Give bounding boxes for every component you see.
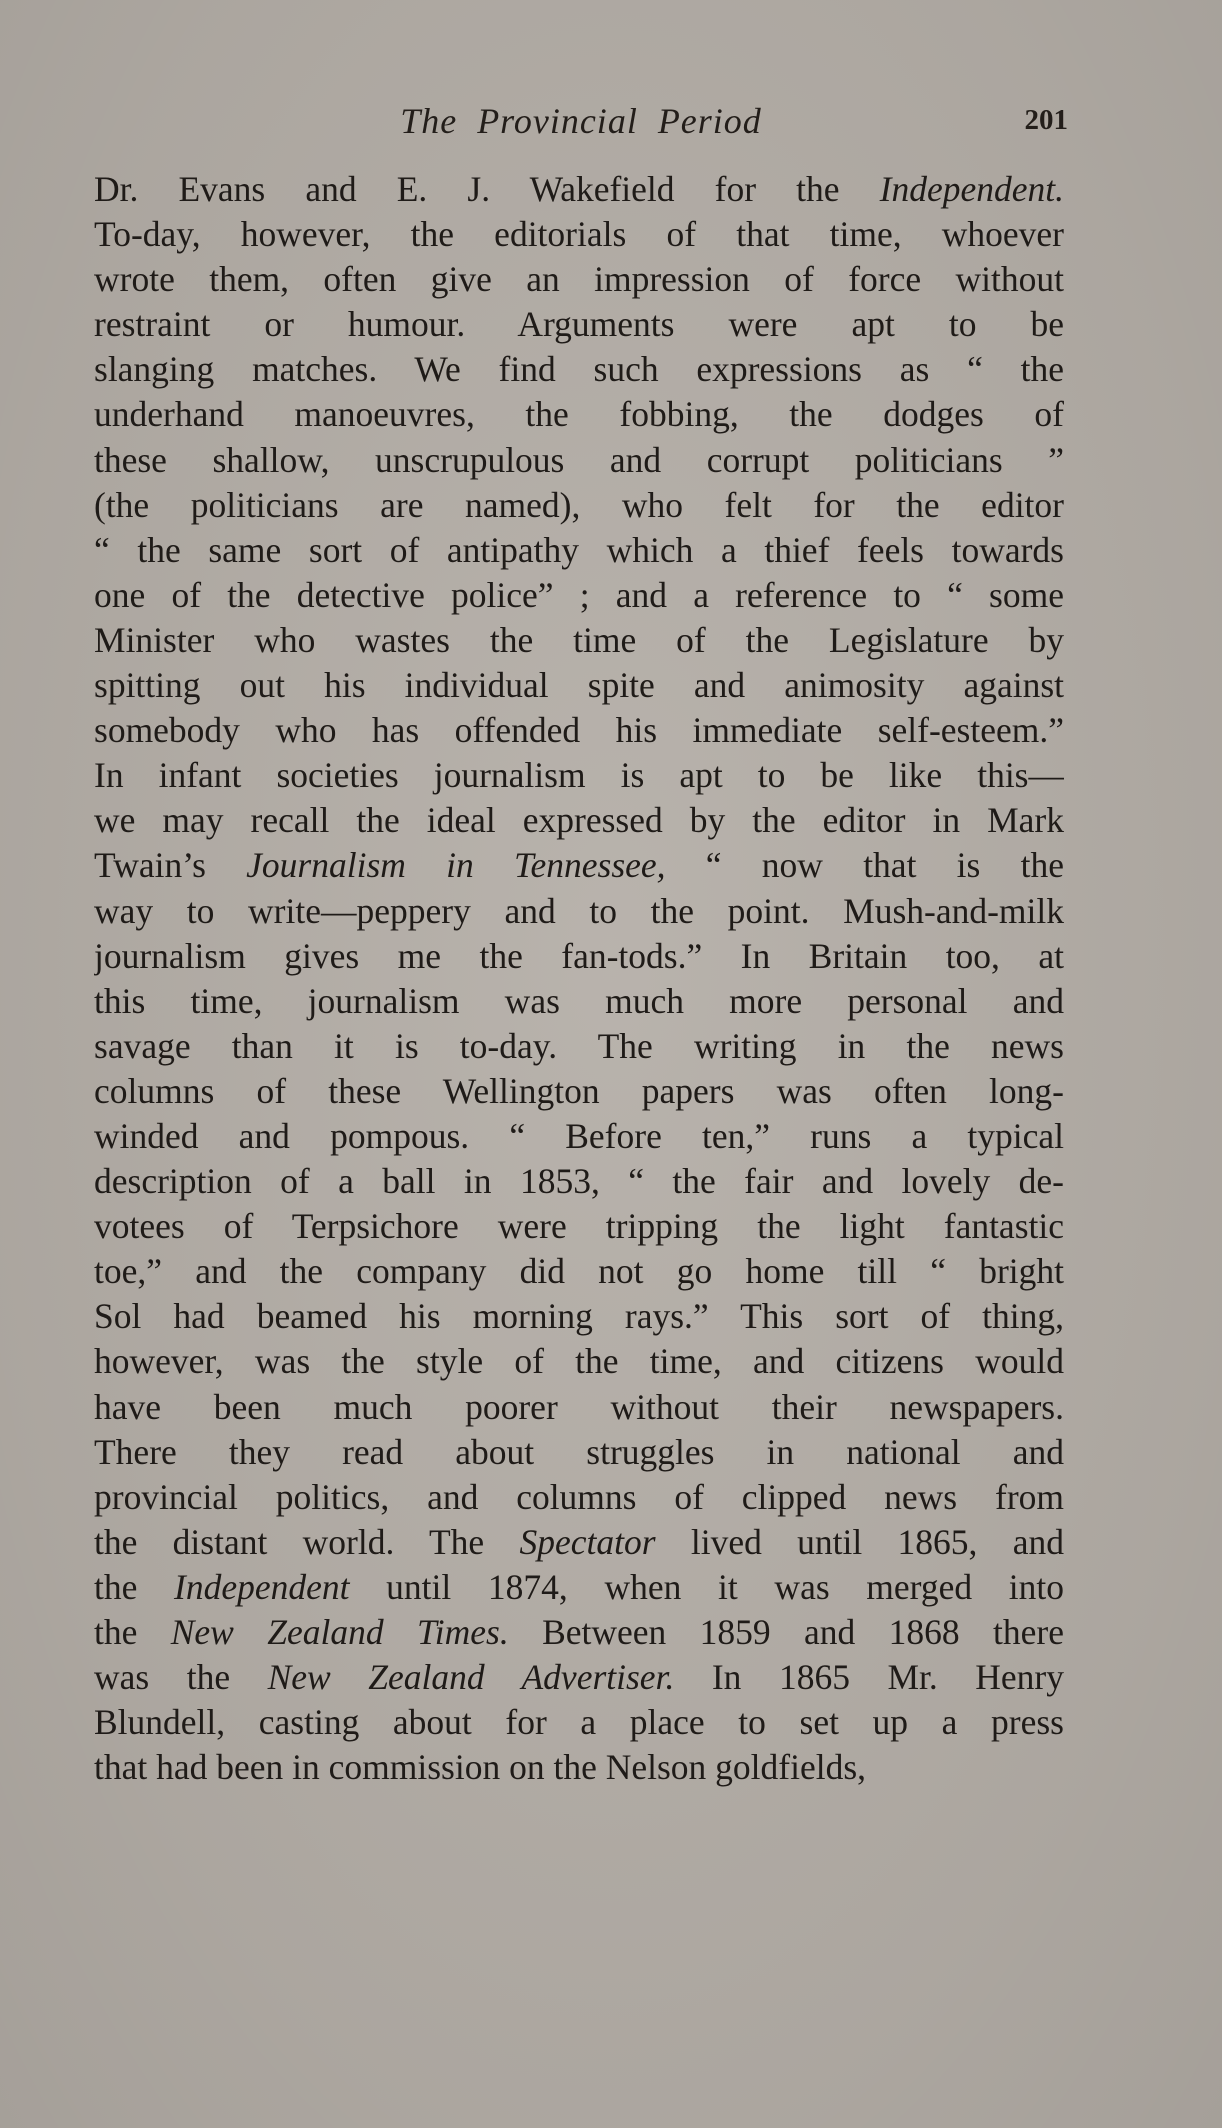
text-segment: underhand manoeuvres, the fobbing, the dodges of (94, 394, 1064, 435)
text-segment: columns of these Wellington papers was often long- (94, 1070, 1064, 1111)
text-segment: this time, journalism was much more personal and (94, 980, 1064, 1021)
text-line (94, 302, 1064, 347)
text-segment: however, was the style of the time, and citizens would (94, 1341, 1064, 1382)
text-segment: wrote them, often give an impression of force without (94, 259, 1064, 300)
text-line (94, 1294, 1064, 1339)
text-line (94, 212, 1064, 257)
text-segment: these shallow, unscrupulous and corrupt politicians ” (94, 439, 1064, 480)
text-line (94, 1565, 1064, 1610)
text-line (94, 889, 1064, 934)
text-line (94, 708, 1064, 753)
text-line (94, 257, 1064, 302)
text-segment: somebody who has offended his immediate self-esteem.” (94, 710, 1064, 751)
text-segment: restraint or humour. Arguments were apt to be (94, 304, 1064, 345)
text-segment: Sol had beamed his morning rays.” This sort of thing, (94, 1296, 1064, 1337)
text-line (94, 979, 1064, 1024)
text-line (94, 573, 1064, 618)
text-segment: Minister who wastes the time of the Legislature by (94, 619, 1064, 660)
text-segment: lived until 1865, and (655, 1521, 1064, 1562)
italic-title: New Zealand Times. (170, 1612, 509, 1652)
text-line (94, 1475, 1064, 1520)
italic-title: New Zealand Advertiser. (267, 1657, 675, 1698)
text-segment: was the (94, 1657, 268, 1698)
text-segment: toe,” and the company did not go home till “ bright (94, 1251, 1064, 1292)
text-segment: the (94, 1612, 171, 1652)
text-segment: “ the same sort of antipathy which a thief feels towards (94, 529, 1064, 570)
text-line (94, 483, 1064, 528)
text-line (94, 1385, 1064, 1430)
italic-title: Independent (174, 1566, 350, 1607)
text-segment: “ now that is the (665, 845, 1064, 886)
text-segment: description of a ball in 1853, “ the fair and lovely de- (94, 1161, 1064, 1202)
text-line (94, 1700, 1064, 1745)
text-segment: votees of Terpsichore were tripping the light fantastic (94, 1206, 1064, 1247)
page-number: 201 (1024, 104, 1068, 136)
text-segment: until 1874, when it was merged into (349, 1566, 1064, 1607)
text-segment: one of the detective police” ; and a reference to “ some (94, 574, 1064, 615)
text-line (94, 1610, 1064, 1655)
running-head (94, 100, 1068, 146)
text-segment: Blundell, casting about for a place to set up a press (94, 1702, 1064, 1743)
text-segment: Between 1859 and 1868 there (508, 1612, 1064, 1652)
text-line (94, 843, 1064, 888)
text-segment: have been much poorer without their newspapers. (94, 1386, 1064, 1427)
text-line (94, 438, 1064, 483)
text-line (94, 1114, 1064, 1159)
text-segment: savage than it is to-day. The writing in the news (94, 1025, 1064, 1066)
text-line (94, 1745, 1064, 1790)
text-line (94, 392, 1064, 437)
text-segment: the (94, 1566, 175, 1607)
text-segment: In infant societies journalism is apt to be like this— (94, 755, 1064, 796)
text-line (94, 1159, 1064, 1204)
text-segment: way to write—peppery and to the point. Mush-and-milk (94, 890, 1064, 931)
text-line (94, 1069, 1064, 1114)
text-segment: that had been in commission on the Nelson goldfields, (94, 1747, 867, 1788)
text-line (94, 1204, 1064, 1249)
text-line (94, 618, 1064, 663)
text-line (94, 934, 1064, 979)
text-line (94, 663, 1064, 708)
text-segment: winded and pompous. “ Before ten,” runs a typical (94, 1115, 1064, 1156)
text-line (94, 528, 1064, 573)
text-line (94, 347, 1064, 392)
text-segment: To-day, however, the editorials of that time, whoever (94, 214, 1064, 255)
text-segment: (the politicians are named), who felt for the editor (94, 484, 1064, 525)
text-line (94, 1520, 1064, 1565)
text-segment: the distant world. The (94, 1521, 520, 1562)
text-segment: slanging matches. We find such expressions as “ the (94, 349, 1064, 390)
text-segment: Dr. Evans and E. J. Wakefield for the (94, 169, 880, 209)
running-title: The Provincial Period (400, 101, 762, 141)
text-segment: spitting out his individual spite and animosity against (94, 665, 1064, 706)
text-line (94, 1430, 1064, 1475)
text-segment: In 1865 Mr. Henry (674, 1657, 1064, 1698)
text-segment: we may recall the ideal expressed by the editor in Mark (94, 800, 1064, 841)
text-line (94, 798, 1064, 843)
text-line (94, 1024, 1064, 1069)
italic-title: Independent. (879, 169, 1064, 209)
italic-title: Journalism in Tennessee, (246, 845, 666, 886)
text-line (94, 753, 1064, 798)
text-line (94, 1655, 1064, 1700)
text-line (94, 1339, 1064, 1384)
text-segment: journalism gives me the fan-tods.” In Britain too, at (94, 935, 1064, 976)
text-segment: There they read about struggles in national and (94, 1431, 1064, 1472)
text-line (94, 1249, 1064, 1294)
body-text (94, 167, 1064, 1790)
text-segment: Twain’s (94, 845, 247, 886)
text-line (94, 167, 1064, 212)
text-segment: provincial politics, and columns of clipped news from (94, 1476, 1064, 1517)
italic-title: Spectator (519, 1521, 656, 1562)
